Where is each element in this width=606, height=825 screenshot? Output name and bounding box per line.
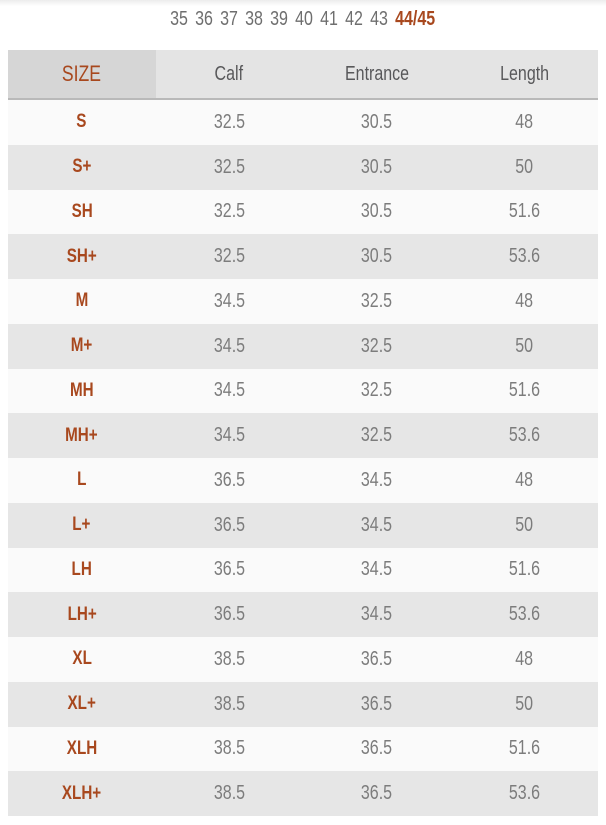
calf-value: 36.5 — [213, 513, 245, 536]
length-value: 50 — [515, 334, 534, 357]
size-label: S+ — [72, 156, 92, 178]
length-value: 50 — [515, 513, 534, 536]
table-row-s-plus — [8, 145, 598, 190]
table-row-mh-plus — [8, 413, 598, 458]
entrance-value: 30.5 — [361, 245, 393, 268]
length-value: 51.6 — [508, 737, 540, 760]
length-value: 50 — [515, 692, 534, 715]
calf-value-cell — [156, 190, 304, 235]
length-value-cell — [451, 100, 599, 145]
entrance-value-cell — [303, 145, 451, 190]
size-label-cell — [8, 413, 156, 458]
size-option-39[interactable]: 39 — [270, 7, 289, 30]
entrance-value: 34.5 — [361, 513, 393, 536]
length-value-cell — [451, 637, 599, 682]
length-value-cell — [451, 190, 599, 235]
table-row-xl-plus — [8, 682, 598, 727]
entrance-value-cell — [303, 100, 451, 145]
length-value-cell — [451, 234, 599, 279]
size-label: SH+ — [66, 245, 97, 267]
calf-value-cell — [156, 592, 304, 637]
size-label: LH+ — [67, 603, 97, 625]
length-value-cell — [451, 324, 599, 369]
size-label-cell — [8, 682, 156, 727]
length-value: 51.6 — [508, 558, 540, 581]
calf-value: 34.5 — [213, 424, 245, 447]
entrance-value: 36.5 — [361, 737, 393, 760]
length-value-cell — [451, 548, 599, 593]
entrance-value-cell — [303, 458, 451, 503]
size-option-36[interactable]: 36 — [195, 7, 214, 30]
length-value: 53.6 — [508, 603, 540, 626]
size-selector — [0, 0, 606, 50]
entrance-value-cell — [303, 369, 451, 414]
entrance-value-cell — [303, 727, 451, 772]
calf-value-cell — [156, 324, 304, 369]
size-option-44-45[interactable]: 44/45 — [395, 7, 436, 30]
calf-value: 38.5 — [213, 692, 245, 715]
size-label: LH — [71, 558, 92, 580]
size-label-cell — [8, 503, 156, 548]
calf-value-cell — [156, 727, 304, 772]
length-value-cell — [451, 458, 599, 503]
length-value: 48 — [515, 647, 534, 670]
size-label-cell — [8, 727, 156, 772]
calf-value-cell — [156, 458, 304, 503]
calf-value: 34.5 — [213, 289, 245, 312]
size-label-cell — [8, 458, 156, 503]
entrance-value-cell — [303, 234, 451, 279]
table-row-xlh — [8, 727, 598, 772]
table-row-lh-plus — [8, 592, 598, 637]
calf-value: 38.5 — [213, 737, 245, 760]
size-label: L+ — [72, 514, 91, 536]
calf-value: 34.5 — [213, 334, 245, 357]
size-label-cell — [8, 369, 156, 414]
length-value-cell — [451, 727, 599, 772]
calf-value-cell — [156, 771, 304, 816]
size-table-header — [8, 50, 598, 100]
entrance-value: 34.5 — [361, 558, 393, 581]
column-header-label: SIZE — [62, 61, 102, 86]
size-option-43[interactable]: 43 — [370, 7, 389, 30]
size-table-body — [8, 100, 598, 816]
length-value-cell — [451, 145, 599, 190]
calf-value: 32.5 — [213, 200, 245, 223]
table-row-sh-plus — [8, 234, 598, 279]
length-value-cell — [451, 369, 599, 414]
length-value: 51.6 — [508, 379, 540, 402]
length-value: 48 — [515, 468, 534, 491]
column-header-label: Entrance — [344, 62, 409, 85]
calf-value-cell — [156, 100, 304, 145]
size-label-cell — [8, 324, 156, 369]
size-label-cell — [8, 145, 156, 190]
size-label: SH — [71, 200, 93, 222]
entrance-value-cell — [303, 190, 451, 235]
size-label-cell — [8, 771, 156, 816]
size-option-40[interactable]: 40 — [295, 7, 314, 30]
calf-value: 36.5 — [213, 558, 245, 581]
calf-value: 36.5 — [213, 468, 245, 491]
entrance-value: 32.5 — [361, 424, 393, 447]
size-label: S — [76, 111, 87, 133]
length-value-cell — [451, 279, 599, 324]
size-label: M — [75, 290, 89, 312]
size-label: MH — [69, 379, 94, 401]
entrance-value-cell — [303, 413, 451, 458]
entrance-value: 32.5 — [361, 379, 393, 402]
calf-value: 32.5 — [213, 245, 245, 268]
size-option-41[interactable]: 41 — [320, 7, 339, 30]
calf-value-cell — [156, 503, 304, 548]
size-table — [8, 50, 598, 816]
column-header-calf — [156, 50, 304, 98]
size-label-cell — [8, 637, 156, 682]
table-row-m — [8, 279, 598, 324]
length-value-cell — [451, 682, 599, 727]
entrance-value-cell — [303, 503, 451, 548]
entrance-value: 36.5 — [361, 782, 393, 805]
length-value: 48 — [515, 110, 534, 133]
entrance-value: 32.5 — [361, 334, 393, 357]
entrance-value: 34.5 — [361, 468, 393, 491]
table-row-l-plus — [8, 503, 598, 548]
length-value-cell — [451, 413, 599, 458]
size-label: XL — [72, 648, 92, 670]
table-row-sh — [8, 190, 598, 235]
size-label-cell — [8, 592, 156, 637]
table-row-mh — [8, 369, 598, 414]
entrance-value: 30.5 — [361, 155, 393, 178]
calf-value-cell — [156, 413, 304, 458]
column-header-length — [451, 50, 599, 98]
column-header-size — [8, 50, 156, 98]
size-option-37[interactable]: 37 — [220, 7, 239, 30]
entrance-value: 36.5 — [361, 692, 393, 715]
size-label: XLH+ — [62, 782, 102, 804]
calf-value: 36.5 — [213, 603, 245, 626]
size-selector-options — [170, 8, 435, 31]
calf-value: 32.5 — [213, 155, 245, 178]
calf-value: 34.5 — [213, 379, 245, 402]
calf-value-cell — [156, 145, 304, 190]
entrance-value: 34.5 — [361, 603, 393, 626]
size-label-cell — [8, 279, 156, 324]
size-label: M+ — [70, 335, 93, 357]
size-label-cell — [8, 190, 156, 235]
column-header-label: Length — [499, 62, 549, 85]
length-value: 53.6 — [508, 245, 540, 268]
size-label: MH+ — [65, 424, 99, 446]
size-label-cell — [8, 234, 156, 279]
table-row-xlh-plus — [8, 771, 598, 816]
size-label-cell — [8, 100, 156, 145]
entrance-value: 30.5 — [361, 200, 393, 223]
table-row-lh — [8, 548, 598, 593]
length-value-cell — [451, 771, 599, 816]
table-row-m-plus — [8, 324, 598, 369]
entrance-value: 32.5 — [361, 289, 393, 312]
entrance-value: 30.5 — [361, 110, 393, 133]
length-value: 53.6 — [508, 782, 540, 805]
calf-value-cell — [156, 234, 304, 279]
calf-value: 38.5 — [213, 647, 245, 670]
entrance-value: 36.5 — [361, 647, 393, 670]
calf-value-cell — [156, 637, 304, 682]
entrance-value-cell — [303, 682, 451, 727]
calf-value: 38.5 — [213, 782, 245, 805]
calf-value: 32.5 — [213, 110, 245, 133]
column-header-entrance — [303, 50, 451, 98]
table-row-s — [8, 100, 598, 145]
entrance-value-cell — [303, 324, 451, 369]
length-value-cell — [451, 592, 599, 637]
length-value: 48 — [515, 289, 534, 312]
calf-value-cell — [156, 369, 304, 414]
length-value: 50 — [515, 155, 534, 178]
size-label: XL+ — [67, 693, 96, 715]
length-value: 51.6 — [508, 200, 540, 223]
entrance-value-cell — [303, 279, 451, 324]
length-value-cell — [451, 503, 599, 548]
column-header-label: Calf — [215, 62, 244, 85]
entrance-value-cell — [303, 548, 451, 593]
size-option-42[interactable]: 42 — [345, 7, 364, 30]
calf-value-cell — [156, 548, 304, 593]
size-label: XLH — [66, 737, 97, 759]
calf-value-cell — [156, 279, 304, 324]
calf-value-cell — [156, 682, 304, 727]
table-row-xl — [8, 637, 598, 682]
size-label-cell — [8, 548, 156, 593]
entrance-value-cell — [303, 771, 451, 816]
size-option-35[interactable]: 35 — [170, 7, 189, 30]
length-value: 53.6 — [508, 424, 540, 447]
entrance-value-cell — [303, 592, 451, 637]
entrance-value-cell — [303, 637, 451, 682]
table-row-l — [8, 458, 598, 503]
size-label: L — [77, 469, 87, 491]
size-option-38[interactable]: 38 — [245, 7, 264, 30]
